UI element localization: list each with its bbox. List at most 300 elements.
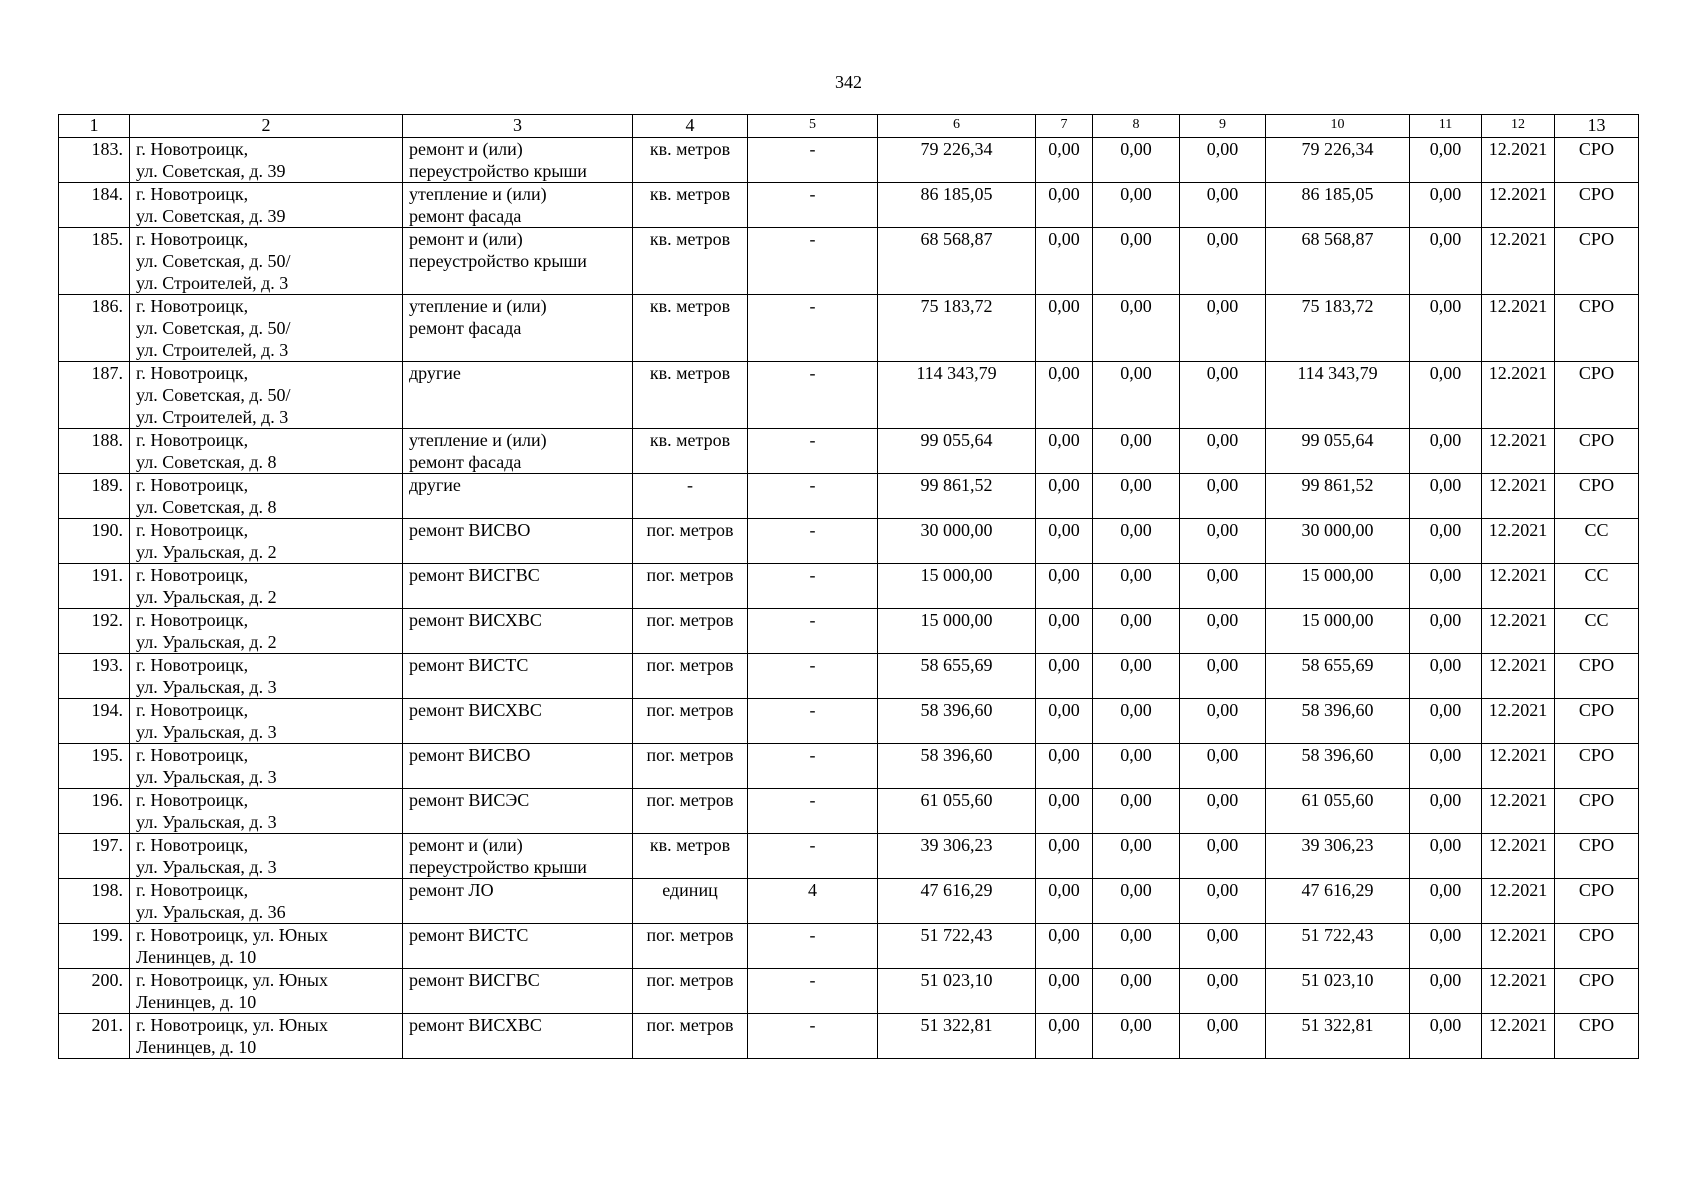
work-type-cell-line: ремонт ВИСТС — [409, 925, 529, 945]
budget-subject-cell: 0,00 — [1093, 744, 1180, 789]
deadline-cell: 12.2021 — [1482, 744, 1555, 789]
budget-local-cell: 0,00 — [1180, 183, 1266, 228]
quantity-cell: - — [748, 789, 878, 834]
fund-cell: 0,00 — [1036, 879, 1093, 924]
address-cell-line: ул. Советская, д. 50/ — [136, 251, 291, 271]
address-cell-line: г. Новотроицк, — [136, 184, 249, 204]
table-row — [59, 138, 1639, 183]
unit-cell: пог. метров — [633, 519, 748, 564]
quantity-cell: - — [748, 609, 878, 654]
work-type-cell — [403, 519, 633, 564]
total-cost-cell: 75 183,72 — [878, 295, 1036, 362]
row-number: 183. — [59, 138, 130, 183]
fund-cell: 0,00 — [1036, 699, 1093, 744]
budget-local-cell: 0,00 — [1180, 654, 1266, 699]
table-row — [59, 789, 1639, 834]
work-type-cell — [403, 295, 633, 362]
address-cell-line: г. Новотроицк, — [136, 880, 249, 900]
address-cell-line: г. Новотроицк, — [136, 475, 249, 495]
address-cell-line: г. Новотроицк, — [136, 700, 249, 720]
budget-local-cell: 0,00 — [1180, 138, 1266, 183]
address-cell — [130, 429, 403, 474]
row-number: 197. — [59, 834, 130, 879]
other-funds-cell: 0,00 — [1410, 654, 1482, 699]
quantity-cell: - — [748, 295, 878, 362]
quantity-cell: - — [748, 474, 878, 519]
address-cell — [130, 789, 403, 834]
column-header: 3 — [403, 115, 633, 138]
work-type-cell-line: утепление и (или) — [409, 184, 547, 204]
other-funds-cell: 0,00 — [1410, 699, 1482, 744]
column-header: 12 — [1482, 115, 1555, 138]
other-funds-cell: 0,00 — [1410, 362, 1482, 429]
deadline-cell: 12.2021 — [1482, 969, 1555, 1014]
owners-funds-cell: 61 055,60 — [1266, 789, 1410, 834]
address-cell — [130, 654, 403, 699]
quantity-cell: - — [748, 564, 878, 609]
quantity-cell: - — [748, 969, 878, 1014]
total-cost-cell: 68 568,87 — [878, 228, 1036, 295]
method-cell: СРО — [1555, 834, 1639, 879]
address-cell-line: г. Новотроицк, — [136, 655, 249, 675]
address-cell — [130, 519, 403, 564]
work-type-cell-line: другие — [409, 475, 461, 495]
method-cell: СРО — [1555, 228, 1639, 295]
column-header: 7 — [1036, 115, 1093, 138]
other-funds-cell: 0,00 — [1410, 295, 1482, 362]
unit-cell: пог. метров — [633, 699, 748, 744]
address-cell-line: ул. Уральская, д. 3 — [136, 722, 277, 742]
row-number: 199. — [59, 924, 130, 969]
work-type-cell — [403, 879, 633, 924]
quantity-cell: - — [748, 362, 878, 429]
other-funds-cell: 0,00 — [1410, 183, 1482, 228]
deadline-cell: 12.2021 — [1482, 564, 1555, 609]
other-funds-cell: 0,00 — [1410, 474, 1482, 519]
total-cost-cell: 51 722,43 — [878, 924, 1036, 969]
address-cell-line: ул. Уральская, д. 3 — [136, 767, 277, 787]
method-cell: СРО — [1555, 789, 1639, 834]
method-cell: СРО — [1555, 362, 1639, 429]
total-cost-cell: 58 655,69 — [878, 654, 1036, 699]
column-header: 5 — [748, 115, 878, 138]
total-cost-cell: 15 000,00 — [878, 609, 1036, 654]
other-funds-cell: 0,00 — [1410, 924, 1482, 969]
unit-cell: кв. метров — [633, 183, 748, 228]
quantity-cell: - — [748, 519, 878, 564]
unit-cell: кв. метров — [633, 228, 748, 295]
fund-cell: 0,00 — [1036, 429, 1093, 474]
owners-funds-cell: 68 568,87 — [1266, 228, 1410, 295]
budget-local-cell: 0,00 — [1180, 519, 1266, 564]
unit-cell: кв. метров — [633, 429, 748, 474]
fund-cell: 0,00 — [1036, 183, 1093, 228]
fund-cell: 0,00 — [1036, 609, 1093, 654]
address-cell-line: ул. Советская, д. 39 — [136, 206, 286, 226]
quantity-cell: - — [748, 699, 878, 744]
table-row — [59, 924, 1639, 969]
address-cell-line: Ленинцев, д. 10 — [136, 1037, 257, 1057]
method-cell: СРО — [1555, 1014, 1639, 1059]
method-cell: СРО — [1555, 744, 1639, 789]
owners-funds-cell: 58 655,69 — [1266, 654, 1410, 699]
address-cell-line: г. Новотроицк, — [136, 790, 249, 810]
method-cell: СРО — [1555, 879, 1639, 924]
budget-subject-cell: 0,00 — [1093, 609, 1180, 654]
table-row — [59, 699, 1639, 744]
deadline-cell: 12.2021 — [1482, 183, 1555, 228]
column-header: 11 — [1410, 115, 1482, 138]
owners-funds-cell: 58 396,60 — [1266, 744, 1410, 789]
method-cell: СС — [1555, 564, 1639, 609]
method-cell: СРО — [1555, 969, 1639, 1014]
address-cell — [130, 183, 403, 228]
address-cell — [130, 834, 403, 879]
total-cost-cell: 39 306,23 — [878, 834, 1036, 879]
address-cell-line: г. Новотроицк, — [136, 745, 249, 765]
fund-cell: 0,00 — [1036, 138, 1093, 183]
address-cell-line: ул. Уральская, д. 36 — [136, 902, 286, 922]
other-funds-cell: 0,00 — [1410, 789, 1482, 834]
address-cell-line: ул. Уральская, д. 3 — [136, 677, 277, 697]
row-number: 200. — [59, 969, 130, 1014]
deadline-cell: 12.2021 — [1482, 654, 1555, 699]
work-type-cell-line: ремонт ЛО — [409, 880, 494, 900]
budget-subject-cell: 0,00 — [1093, 699, 1180, 744]
other-funds-cell: 0,00 — [1410, 429, 1482, 474]
unit-cell: - — [633, 474, 748, 519]
owners-funds-cell: 51 322,81 — [1266, 1014, 1410, 1059]
table-row — [59, 429, 1639, 474]
owners-funds-cell: 39 306,23 — [1266, 834, 1410, 879]
work-type-cell — [403, 744, 633, 789]
row-number: 198. — [59, 879, 130, 924]
fund-cell: 0,00 — [1036, 924, 1093, 969]
budget-subject-cell: 0,00 — [1093, 1014, 1180, 1059]
address-cell — [130, 1014, 403, 1059]
address-cell-line: г. Новотроицк, — [136, 430, 249, 450]
unit-cell: единиц — [633, 879, 748, 924]
total-cost-cell: 15 000,00 — [878, 564, 1036, 609]
other-funds-cell: 0,00 — [1410, 969, 1482, 1014]
deadline-cell: 12.2021 — [1482, 519, 1555, 564]
table-row — [59, 609, 1639, 654]
address-cell-line: ул. Уральская, д. 2 — [136, 632, 277, 652]
address-cell-line: ул. Советская, д. 39 — [136, 161, 286, 181]
deadline-cell: 12.2021 — [1482, 295, 1555, 362]
fund-cell: 0,00 — [1036, 834, 1093, 879]
budget-subject-cell: 0,00 — [1093, 362, 1180, 429]
work-type-cell — [403, 969, 633, 1014]
address-cell-line: г. Новотроицк, ул. Юных — [136, 925, 329, 945]
address-cell-line: ул. Строителей, д. 3 — [136, 407, 289, 427]
quantity-cell: - — [748, 654, 878, 699]
budget-local-cell: 0,00 — [1180, 924, 1266, 969]
address-cell-line: ул. Советская, д. 8 — [136, 452, 277, 472]
column-header: 13 — [1555, 115, 1639, 138]
method-cell: СРО — [1555, 183, 1639, 228]
column-header: 8 — [1093, 115, 1180, 138]
work-type-cell-line: переустройство крыши — [409, 857, 587, 877]
fund-cell: 0,00 — [1036, 228, 1093, 295]
work-type-cell-line: утепление и (или) — [409, 296, 547, 316]
page-number: 342 — [835, 72, 862, 92]
work-type-cell — [403, 474, 633, 519]
budget-subject-cell: 0,00 — [1093, 228, 1180, 295]
row-number: 190. — [59, 519, 130, 564]
work-type-cell-line: ремонт ВИСХВС — [409, 610, 542, 630]
work-type-cell — [403, 834, 633, 879]
work-type-cell — [403, 699, 633, 744]
method-cell: СРО — [1555, 654, 1639, 699]
total-cost-cell: 99 861,52 — [878, 474, 1036, 519]
owners-funds-cell: 15 000,00 — [1266, 564, 1410, 609]
row-number: 196. — [59, 789, 130, 834]
address-cell-line: г. Новотроицк, — [136, 610, 249, 630]
total-cost-cell: 30 000,00 — [878, 519, 1036, 564]
work-type-cell — [403, 429, 633, 474]
owners-funds-cell: 58 396,60 — [1266, 699, 1410, 744]
budget-local-cell: 0,00 — [1180, 474, 1266, 519]
table-row — [59, 744, 1639, 789]
owners-funds-cell: 99 861,52 — [1266, 474, 1410, 519]
work-type-cell-line: переустройство крыши — [409, 251, 587, 271]
row-number: 201. — [59, 1014, 130, 1059]
other-funds-cell: 0,00 — [1410, 228, 1482, 295]
owners-funds-cell: 51 722,43 — [1266, 924, 1410, 969]
column-header: 1 — [59, 115, 130, 138]
work-type-cell-line: ремонт фасада — [409, 206, 522, 226]
row-number: 191. — [59, 564, 130, 609]
budget-local-cell: 0,00 — [1180, 564, 1266, 609]
work-type-cell — [403, 609, 633, 654]
header-row — [59, 115, 1639, 138]
column-header: 6 — [878, 115, 1036, 138]
work-type-cell — [403, 924, 633, 969]
owners-funds-cell: 79 226,34 — [1266, 138, 1410, 183]
work-type-cell — [403, 1014, 633, 1059]
unit-cell: пог. метров — [633, 744, 748, 789]
table-row — [59, 183, 1639, 228]
address-cell — [130, 924, 403, 969]
work-type-cell — [403, 362, 633, 429]
total-cost-cell: 58 396,60 — [878, 744, 1036, 789]
work-type-cell-line: ремонт фасада — [409, 452, 522, 472]
unit-cell: кв. метров — [633, 362, 748, 429]
work-type-cell-line: ремонт ВИСХВС — [409, 700, 542, 720]
budget-local-cell: 0,00 — [1180, 969, 1266, 1014]
row-number: 192. — [59, 609, 130, 654]
deadline-cell: 12.2021 — [1482, 138, 1555, 183]
budget-subject-cell: 0,00 — [1093, 654, 1180, 699]
work-type-cell-line: ремонт и (или) — [409, 139, 523, 159]
column-header: 4 — [633, 115, 748, 138]
total-cost-cell: 51 322,81 — [878, 1014, 1036, 1059]
column-header: 10 — [1266, 115, 1410, 138]
address-cell — [130, 138, 403, 183]
column-header: 9 — [1180, 115, 1266, 138]
work-type-cell-line: другие — [409, 363, 461, 383]
address-cell-line: Ленинцев, д. 10 — [136, 947, 257, 967]
method-cell: СРО — [1555, 699, 1639, 744]
table-row — [59, 362, 1639, 429]
deadline-cell: 12.2021 — [1482, 429, 1555, 474]
row-number: 184. — [59, 183, 130, 228]
row-number: 193. — [59, 654, 130, 699]
work-type-cell-line: ремонт ВИСГВС — [409, 970, 540, 990]
budget-subject-cell: 0,00 — [1093, 924, 1180, 969]
address-cell — [130, 564, 403, 609]
deadline-cell: 12.2021 — [1482, 699, 1555, 744]
budget-local-cell: 0,00 — [1180, 699, 1266, 744]
total-cost-cell: 51 023,10 — [878, 969, 1036, 1014]
address-cell-line: г. Новотроицк, ул. Юных — [136, 970, 329, 990]
work-type-cell-line: ремонт ВИСЭС — [409, 790, 530, 810]
total-cost-cell: 86 185,05 — [878, 183, 1036, 228]
address-cell-line: г. Новотроицк, — [136, 363, 249, 383]
address-cell — [130, 228, 403, 295]
table-row — [59, 519, 1639, 564]
work-type-cell-line: ремонт ВИСХВС — [409, 1015, 542, 1035]
address-cell — [130, 295, 403, 362]
address-cell — [130, 699, 403, 744]
work-type-cell-line: ремонт ВИСТС — [409, 655, 529, 675]
address-cell-line: ул. Уральская, д. 2 — [136, 587, 277, 607]
budget-subject-cell: 0,00 — [1093, 834, 1180, 879]
fund-cell: 0,00 — [1036, 564, 1093, 609]
address-cell-line: ул. Советская, д. 50/ — [136, 385, 291, 405]
address-cell-line: ул. Уральская, д. 3 — [136, 857, 277, 877]
work-type-cell-line: ремонт ВИСВО — [409, 520, 531, 540]
work-type-cell-line: утепление и (или) — [409, 430, 547, 450]
method-cell: СРО — [1555, 429, 1639, 474]
method-cell: СРО — [1555, 138, 1639, 183]
other-funds-cell: 0,00 — [1410, 519, 1482, 564]
work-type-cell — [403, 789, 633, 834]
deadline-cell: 12.2021 — [1482, 924, 1555, 969]
method-cell: СС — [1555, 519, 1639, 564]
fund-cell: 0,00 — [1036, 362, 1093, 429]
address-cell-line: г. Новотроицк, ул. Юных — [136, 1015, 329, 1035]
address-cell-line: ул. Уральская, д. 2 — [136, 542, 277, 562]
address-cell-line: г. Новотроицк, — [136, 296, 249, 316]
budget-subject-cell: 0,00 — [1093, 879, 1180, 924]
budget-local-cell: 0,00 — [1180, 879, 1266, 924]
owners-funds-cell: 15 000,00 — [1266, 609, 1410, 654]
fund-cell: 0,00 — [1036, 969, 1093, 1014]
deadline-cell: 12.2021 — [1482, 474, 1555, 519]
address-cell-line: г. Новотроицк, — [136, 229, 249, 249]
table-row — [59, 474, 1639, 519]
budget-local-cell: 0,00 — [1180, 295, 1266, 362]
budget-subject-cell: 0,00 — [1093, 969, 1180, 1014]
address-cell — [130, 362, 403, 429]
address-cell-line: ул. Советская, д. 50/ — [136, 318, 291, 338]
address-cell-line: ул. Советская, д. 8 — [136, 497, 277, 517]
unit-cell: пог. метров — [633, 1014, 748, 1059]
budget-local-cell: 0,00 — [1180, 789, 1266, 834]
fund-cell: 0,00 — [1036, 1014, 1093, 1059]
address-cell-line: г. Новотроицк, — [136, 835, 249, 855]
deadline-cell: 12.2021 — [1482, 362, 1555, 429]
unit-cell: пог. метров — [633, 924, 748, 969]
budget-subject-cell: 0,00 — [1093, 789, 1180, 834]
work-type-cell-line: ремонт и (или) — [409, 229, 523, 249]
quantity-cell: - — [748, 183, 878, 228]
quantity-cell: - — [748, 924, 878, 969]
owners-funds-cell: 114 343,79 — [1266, 362, 1410, 429]
quantity-cell: 4 — [748, 879, 878, 924]
work-type-cell-line: ремонт фасада — [409, 318, 522, 338]
method-cell: СС — [1555, 609, 1639, 654]
quantity-cell: - — [748, 834, 878, 879]
quantity-cell: - — [748, 429, 878, 474]
budget-subject-cell: 0,00 — [1093, 564, 1180, 609]
deadline-cell: 12.2021 — [1482, 789, 1555, 834]
budget-local-cell: 0,00 — [1180, 744, 1266, 789]
unit-cell: пог. метров — [633, 564, 748, 609]
table-row — [59, 228, 1639, 295]
address-cell — [130, 744, 403, 789]
table-row — [59, 969, 1639, 1014]
fund-cell: 0,00 — [1036, 789, 1093, 834]
owners-funds-cell: 30 000,00 — [1266, 519, 1410, 564]
deadline-cell: 12.2021 — [1482, 879, 1555, 924]
work-type-cell — [403, 228, 633, 295]
address-cell-line: Ленинцев, д. 10 — [136, 992, 257, 1012]
budget-subject-cell: 0,00 — [1093, 183, 1180, 228]
column-header: 2 — [130, 115, 403, 138]
owners-funds-cell: 51 023,10 — [1266, 969, 1410, 1014]
address-cell-line: г. Новотроицк, — [136, 520, 249, 540]
owners-funds-cell: 99 055,64 — [1266, 429, 1410, 474]
method-cell: СРО — [1555, 295, 1639, 362]
table-row — [59, 879, 1639, 924]
unit-cell: пог. метров — [633, 969, 748, 1014]
budget-local-cell: 0,00 — [1180, 228, 1266, 295]
other-funds-cell: 0,00 — [1410, 609, 1482, 654]
deadline-cell: 12.2021 — [1482, 228, 1555, 295]
deadline-cell: 12.2021 — [1482, 609, 1555, 654]
row-number: 187. — [59, 362, 130, 429]
address-cell-line: ул. Строителей, д. 3 — [136, 340, 289, 360]
budget-local-cell: 0,00 — [1180, 429, 1266, 474]
fund-cell: 0,00 — [1036, 295, 1093, 362]
other-funds-cell: 0,00 — [1410, 1014, 1482, 1059]
other-funds-cell: 0,00 — [1410, 834, 1482, 879]
fund-cell: 0,00 — [1036, 744, 1093, 789]
quantity-cell: - — [748, 744, 878, 789]
address-cell-line: г. Новотроицк, — [136, 139, 249, 159]
address-cell — [130, 879, 403, 924]
unit-cell: кв. метров — [633, 138, 748, 183]
total-cost-cell: 61 055,60 — [878, 789, 1036, 834]
address-cell-line: г. Новотроицк, — [136, 565, 249, 585]
data-table — [58, 114, 1639, 1059]
work-type-cell-line: переустройство крыши — [409, 161, 587, 181]
row-number: 185. — [59, 228, 130, 295]
budget-local-cell: 0,00 — [1180, 362, 1266, 429]
total-cost-cell: 58 396,60 — [878, 699, 1036, 744]
unit-cell: пог. метров — [633, 654, 748, 699]
other-funds-cell: 0,00 — [1410, 744, 1482, 789]
unit-cell: пог. метров — [633, 789, 748, 834]
budget-local-cell: 0,00 — [1180, 834, 1266, 879]
row-number: 195. — [59, 744, 130, 789]
work-type-cell — [403, 654, 633, 699]
address-cell-line: ул. Строителей, д. 3 — [136, 273, 289, 293]
row-number: 186. — [59, 295, 130, 362]
